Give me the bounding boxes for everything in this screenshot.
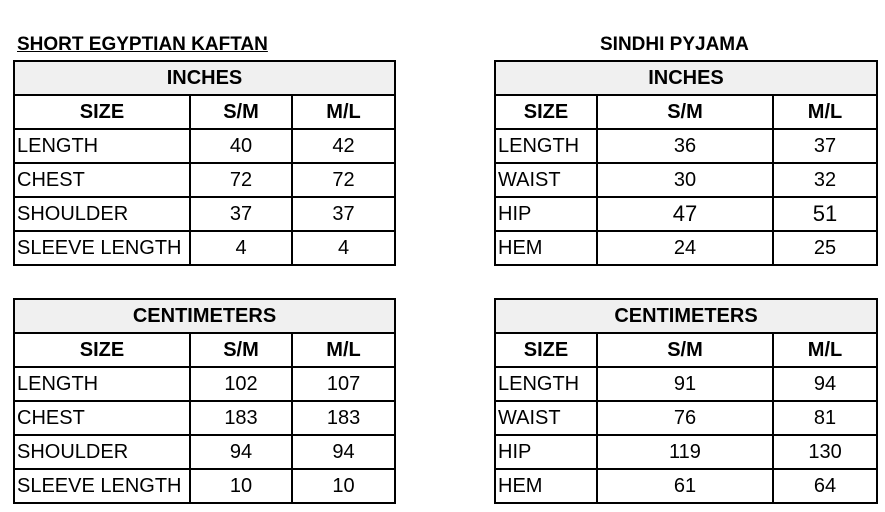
cell-sm: 24 [597,231,773,265]
row-label: SLEEVE LENGTH [14,231,190,265]
table-row [495,469,877,503]
table-row [495,163,877,197]
col-sm-header: S/M [190,95,292,129]
cell-sm: 76 [597,401,773,435]
col-ml-header: M/L [292,95,395,129]
cell-ml: 183 [292,401,395,435]
col-ml-header: M/L [773,333,877,367]
table-row [14,367,395,401]
cell-sm: 94 [190,435,292,469]
table-row [495,231,877,265]
pyjama-title: SINDHI PYJAMA [600,34,749,55]
cell-ml: 107 [292,367,395,401]
pyjama-cm-table [494,298,878,504]
pyjama-inches-table [494,60,878,266]
cell-sm: 119 [597,435,773,469]
table-row [495,367,877,401]
table-row [14,231,395,265]
table-row [495,197,877,231]
cell-ml: 25 [773,231,877,265]
row-label: HIP [495,197,597,231]
cell-sm: 37 [190,197,292,231]
cell-sm: 91 [597,367,773,401]
row-label: WAIST [495,401,597,435]
cell-ml: 10 [292,469,395,503]
col-size-header: SIZE [495,333,597,367]
unit-header: CENTIMETERS [14,299,395,333]
col-sm-header: S/M [597,95,773,129]
table-row [14,129,395,163]
cell-ml: 42 [292,129,395,163]
table-row [14,163,395,197]
row-label: LENGTH [495,129,597,163]
kaftan-cm-table [13,298,396,504]
row-label: WAIST [495,163,597,197]
kaftan-title: SHORT EGYPTIAN KAFTAN [17,34,268,55]
table-row [14,469,395,503]
cell-sm: 4 [190,231,292,265]
cell-ml: 81 [773,401,877,435]
cell-sm: 10 [190,469,292,503]
row-label: CHEST [14,163,190,197]
cell-ml: 37 [292,197,395,231]
row-label: CHEST [14,401,190,435]
col-sm-header: S/M [190,333,292,367]
unit-header: CENTIMETERS [495,299,877,333]
cell-sm: 30 [597,163,773,197]
cell-ml: 64 [773,469,877,503]
col-sm-header: S/M [597,333,773,367]
table-row [495,129,877,163]
cell-ml: 32 [773,163,877,197]
cell-sm: 102 [190,367,292,401]
table-row [14,197,395,231]
cell-ml: 130 [773,435,877,469]
cell-sm: 40 [190,129,292,163]
unit-header: INCHES [14,61,395,95]
row-label: HEM [495,231,597,265]
col-size-header: SIZE [495,95,597,129]
row-label: HIP [495,435,597,469]
cell-ml: 51 [773,197,877,231]
col-size-header: SIZE [14,333,190,367]
cell-ml: 94 [773,367,877,401]
unit-header: INCHES [495,61,877,95]
row-label: SHOULDER [14,197,190,231]
row-label: LENGTH [14,129,190,163]
table-row [495,401,877,435]
cell-sm: 72 [190,163,292,197]
row-label: SHOULDER [14,435,190,469]
table-row [14,401,395,435]
row-label: HEM [495,469,597,503]
col-size-header: SIZE [14,95,190,129]
col-ml-header: M/L [773,95,877,129]
cell-ml: 72 [292,163,395,197]
table-row [495,435,877,469]
cell-sm: 61 [597,469,773,503]
col-ml-header: M/L [292,333,395,367]
table-row [14,435,395,469]
cell-sm: 183 [190,401,292,435]
row-label: LENGTH [14,367,190,401]
cell-ml: 37 [773,129,877,163]
cell-ml: 94 [292,435,395,469]
cell-sm: 36 [597,129,773,163]
row-label: SLEEVE LENGTH [14,469,190,503]
kaftan-inches-table [13,60,396,266]
cell-ml: 4 [292,231,395,265]
row-label: LENGTH [495,367,597,401]
cell-sm: 47 [597,197,773,231]
